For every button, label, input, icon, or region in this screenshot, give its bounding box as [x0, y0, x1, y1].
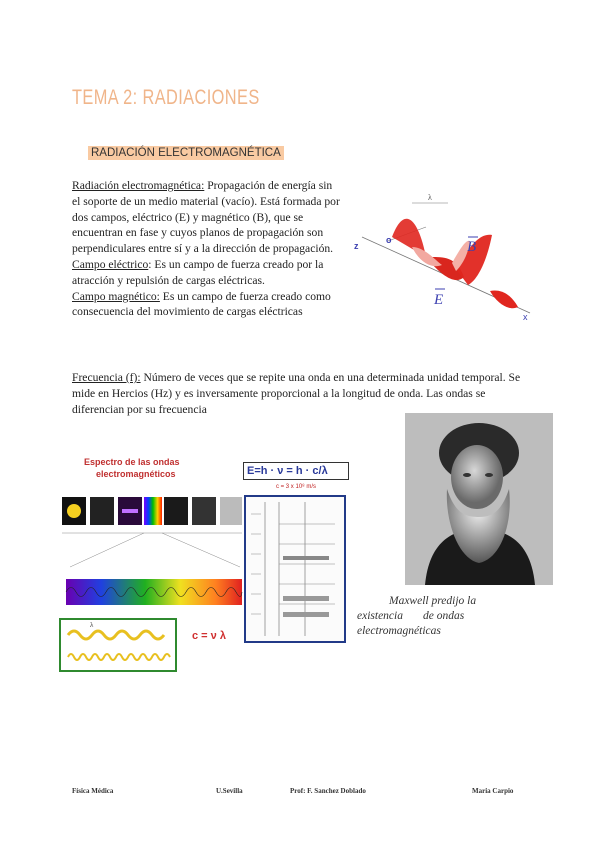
- radiation-definition: [72, 178, 340, 320]
- footer-course: Física Médica: [72, 787, 114, 795]
- wave-formula: c = ν λ: [192, 630, 226, 642]
- page-title: TEMA 2: RADIACIONES: [72, 86, 260, 109]
- z-axis-label: z: [354, 241, 359, 251]
- term-radiation: Radiación electromagnética:: [72, 179, 205, 192]
- section-heading: RADIACIÓN ELECTROMAGNÉTICA: [88, 146, 284, 160]
- spectrum-icons: [62, 497, 242, 525]
- spectrum-title-1: Espectro de las ondas: [84, 457, 180, 467]
- maxwell-portrait: [405, 413, 553, 585]
- spectrum-scale-table: [243, 494, 347, 644]
- frequency-definition: [72, 370, 532, 417]
- term-magnetic-field: Campo magnético:: [72, 289, 160, 303]
- text-radiation: Propagación de energía sin el soporte de un medio material (vacío). Está formada por dos campos, eléctrico (E) y magnético (B), que se encuentran en fase y cuyos planos de propagación son perpendiculares entre sí y a la dirección de propagación.: [72, 179, 340, 256]
- lambda-label: λ: [428, 193, 432, 202]
- energy-formula: E=h · ν = h · c/λ: [243, 462, 349, 480]
- origin-label: o: [386, 235, 392, 245]
- text-frequency: Número de veces que se repite una onda en una determinada unidad temporal. Se mide en Hercios (Hz) y es inversamente proporcional a la longitud de onda. Las ondas se diferencian por su frecuencia: [72, 371, 521, 416]
- caption-line-1: Maxwell predijo la: [389, 595, 477, 607]
- visible-spectrum-bar: [66, 579, 242, 605]
- spectrum-figure: [56, 453, 246, 673]
- lambda-mark: λ: [90, 621, 94, 629]
- caption-line-3: electromagnéticas: [357, 625, 441, 637]
- text-electric-field: : Es un campo de fuerza creado por la atracción y repulsión de cargas eléctricas.: [72, 257, 324, 287]
- wave-comparison-box: [60, 619, 176, 671]
- em-wave-diagram: [352, 185, 542, 323]
- e-label: E: [434, 292, 444, 308]
- text-magnetic-field: Es un campo de fuerza creado como consecuencia del movimiento de cargas eléctricas: [72, 289, 331, 319]
- b-label: B: [467, 239, 477, 255]
- term-electric-field: Campo eléctrico: [72, 257, 149, 271]
- spectrum-title-2: electromagnéticos: [96, 469, 176, 479]
- x-axis-label: x: [523, 312, 528, 322]
- footer-university: U.Sevilla: [216, 787, 243, 795]
- term-frequency: Frecuencia (f):: [72, 371, 141, 384]
- caption-word-2: de ondas: [422, 610, 465, 622]
- caption-word-1: existencia: [357, 610, 403, 622]
- footer-author: Maria Carpio: [472, 787, 514, 795]
- footer-professor: Prof: F. Sanchez Doblado: [290, 787, 366, 795]
- portrait-caption: [357, 594, 487, 639]
- energy-formula-figure: [243, 462, 349, 662]
- light-speed: c = 3 x 10⁸ m/s: [275, 484, 317, 490]
